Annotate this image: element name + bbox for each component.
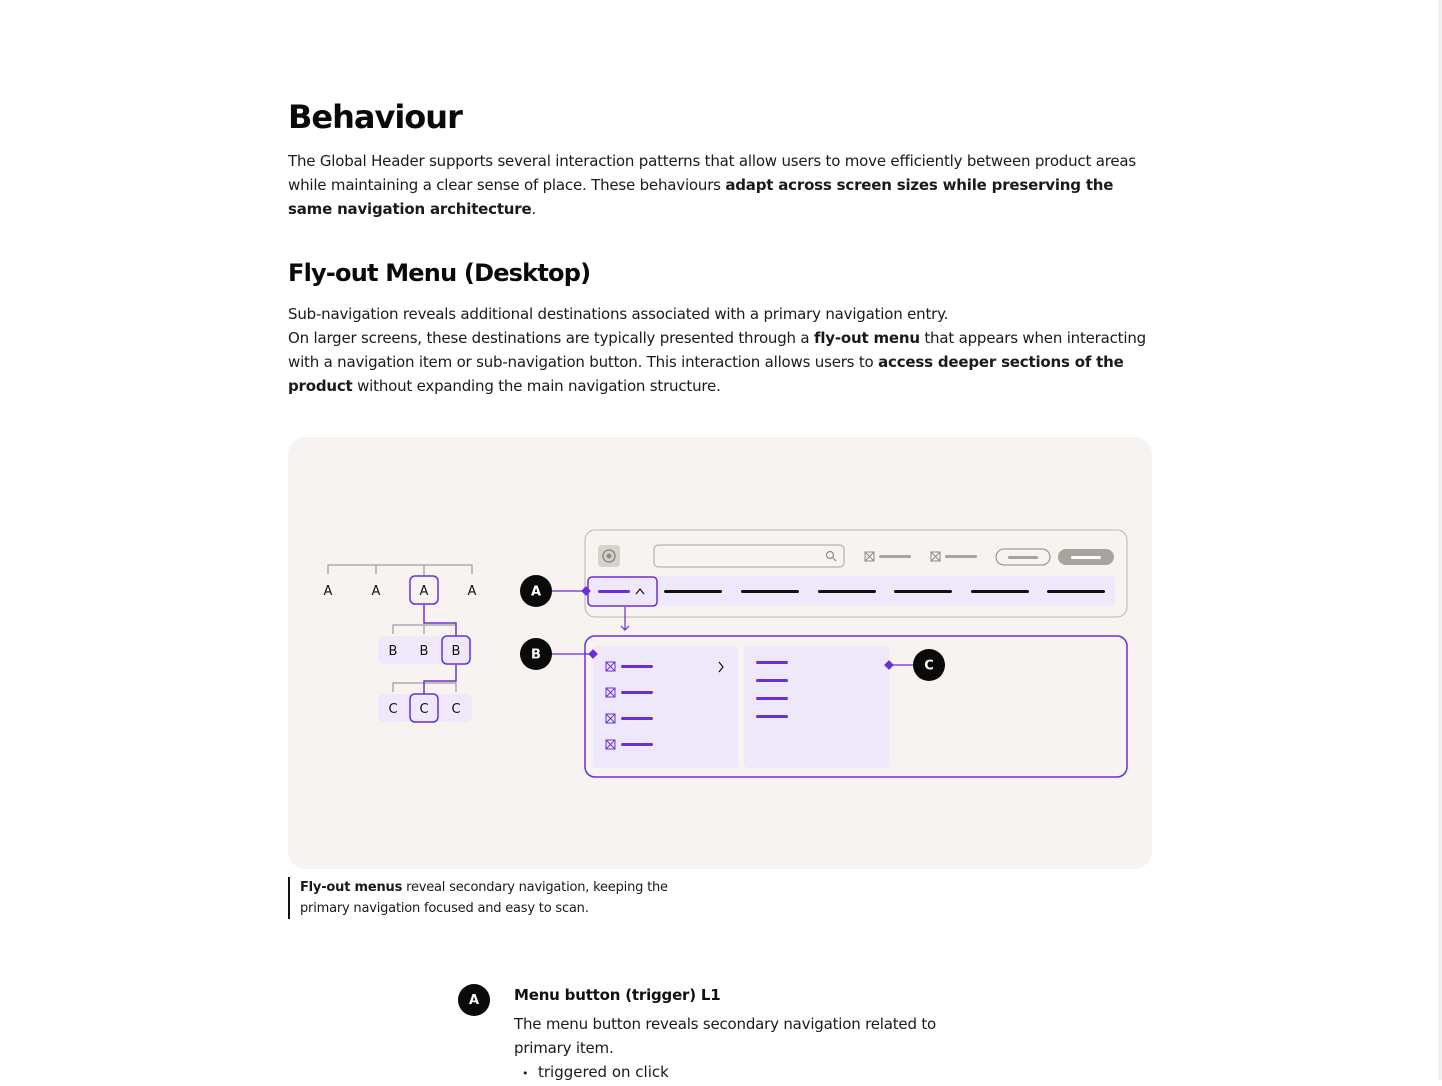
search-input-mock — [654, 545, 844, 567]
secondary-button-label-mock — [1008, 556, 1038, 559]
detail-bullet-list — [522, 1060, 669, 1086]
detail-badge-a: A — [458, 984, 490, 1016]
scrollbar-track[interactable] — [1438, 0, 1442, 1080]
utility-label-mock — [879, 555, 911, 558]
tree-node-a: A — [467, 584, 477, 599]
primary-button-label-mock — [1071, 556, 1101, 559]
list-item: • triggered on click — [522, 1060, 669, 1086]
callout-badge-a — [520, 575, 552, 607]
tree-node-a: A — [371, 584, 381, 599]
detail-title: Menu button (trigger) L1 — [514, 986, 721, 1004]
callout-badge-b — [520, 638, 552, 670]
figure-caption: Fly-out menus reveal secondary navigation, keeping the primary navigation focused and easy to scan. — [288, 877, 700, 919]
detail-text: The menu button reveals secondary navigation related to primary item. — [514, 1015, 936, 1057]
tree-node-c: C — [419, 702, 429, 717]
subsection-paragraph-2: On larger screens, these destinations are typically presented through a fly-out menu that appears when interacting with a navigation item or sub-navigation button. This interaction allows users to access deeper sections of the product without expanding the main navigation structure. — [288, 329, 1146, 395]
tree-node-b: B — [419, 644, 429, 659]
tree-node-c: C — [388, 702, 398, 717]
intro-paragraph: The Global Header supports several interaction patterns that allow users to move efficiently between product areas while maintaining a clear sense of place. These behaviours adapt across screen sizes while preserving the same navigation architecture. — [288, 152, 1136, 218]
svg-text:A: A — [530, 584, 542, 600]
tree-node-a: A — [323, 584, 333, 599]
flyout-diagram — [288, 437, 1152, 869]
svg-text:C: C — [924, 658, 934, 674]
tree-node-c: C — [451, 702, 461, 717]
logo-icon — [598, 545, 620, 567]
svg-text:B: B — [531, 647, 541, 663]
callout-badge-c — [913, 649, 945, 681]
subsection-paragraph-1: Sub-navigation reveals additional destinations associated with a primary navigation entry. — [288, 305, 949, 323]
tree-node-a: A — [419, 584, 429, 599]
flyout-diagram-figure — [288, 437, 1152, 869]
section-title: Behaviour — [288, 98, 462, 136]
flyout-column-2 — [744, 646, 889, 768]
navigation-tree — [328, 565, 472, 692]
menu-trigger-label-mock — [598, 590, 630, 593]
tree-node-b: B — [388, 644, 398, 659]
tree-node-b: B — [451, 644, 461, 659]
utility-label-mock — [945, 555, 977, 558]
subsection-title: Fly-out Menu (Desktop) — [288, 259, 591, 287]
